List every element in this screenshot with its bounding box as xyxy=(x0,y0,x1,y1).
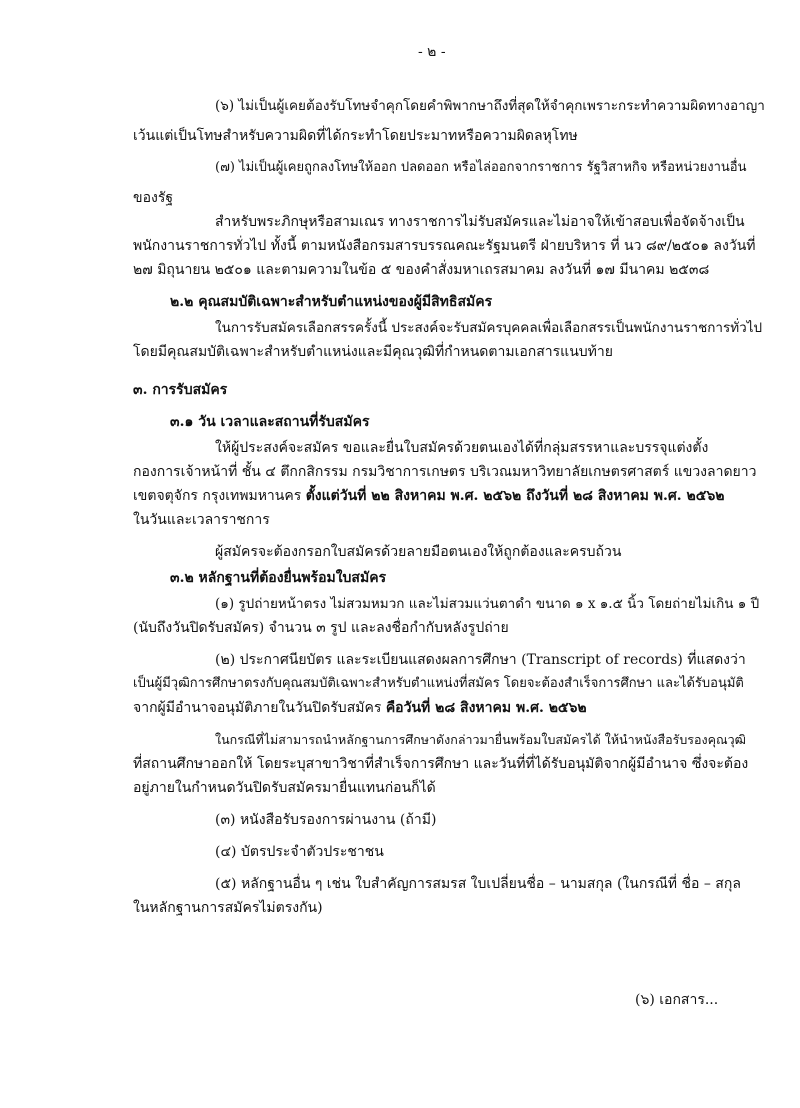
section-3-1-line-4: ในวันและเวลาราชการ xyxy=(133,512,270,528)
item-3: (๓) หนังสือรับรองการผ่านงาน (ถ้ามี) xyxy=(215,812,437,828)
note-line-2: ที่สถานศึกษาออกให้ โดยระบุสาขาวิชาที่สำเร็จการศึกษา และวันที่ที่ได้รับอนุมัติจากผู้มีอำนาจ ซึ่งจะต้อง xyxy=(133,756,749,772)
monk-paragraph-line-3: ๒๗ มิถุนายน ๒๕๐๑ และตามความในข้อ ๕ ของคำสั่งมหาเถรสมาคม ลงวันที่ ๑๗ มีนาคม ๒๕๓๘ xyxy=(133,262,710,278)
section-3-heading: ๓. การรับสมัคร xyxy=(133,382,228,398)
note-line-3: อยู่ภายในกำหนดวันปิดรับสมัครมายื่นแทนก่อนก็ได้ xyxy=(133,780,436,796)
item-1-line-1: (๑) รูปถ่ายหน้าตรง ไม่สวมหมวก และไม่สวมแว่นตาดำ ขนาด ๑ x ๑.๕ นิ้ว โดยถ่ายไม่เกิน ๑ ปี xyxy=(215,596,760,612)
section-3-1-line-3 xyxy=(133,486,724,506)
section-2-2-line-1: ในการรับสมัครเลือกสรรครั้งนี้ ประสงค์จะรับสมัครบุคคลเพื่อเลือกสรรเป็นพนักงานราชการทั่วไป xyxy=(215,320,763,336)
note-line-1: ในกรณีที่ไม่สามารถนำหลักฐานการศึกษาดังกล่าวมายื่นพร้อมใบสมัครได้ ให้นำหนังสือรับรองคุณวุฒิ xyxy=(215,732,746,747)
item-2-line-2: เป็นผู้มีวุฒิการศึกษาตรงกับคุณสมบัติเฉพาะสำหรับตำแหน่งที่สมัคร โดยจะต้องสำเร็จการศึกษา และได้รับอนุมัติ xyxy=(133,676,744,691)
section-3-1-line-2: กองการเจ้าหน้าที่ ชั้น ๔ ตึกกสิกรรม กรมวิชาการเกษตร บริเวณมหาวิทยาลัยเกษตรศาสตร์ แขวงลาดยาว xyxy=(133,464,757,480)
section-3-1-line-1: ให้ผู้ประสงค์จะสมัคร ขอและยื่นใบสมัครด้วยตนเองได้ที่กลุ่มสรรหาและบรรจุแต่งตั้ง xyxy=(215,440,709,456)
approval-text: จากผู้มีอำนาจอนุมัติภายในวันปิดรับสมัคร xyxy=(133,700,382,716)
continuation-marker: (๖) เอกสาร... xyxy=(635,992,719,1008)
section-3-1-heading: ๓.๑ วัน เวลาและสถานที่รับสมัคร xyxy=(170,414,370,430)
item-1-line-2: (นับถึงวันปิดรับสมัคร) จำนวน ๓ รูป และลงชื่อกำกับหลังรูปถ่าย xyxy=(133,620,509,636)
item-5-line-1: (๕) หลักฐานอื่น ๆ เช่น ใบสำคัญการสมรส ใบเปลี่ยนชื่อ – นามสกุล (ในกรณีที่ ชื่อ – สกุล xyxy=(215,876,741,892)
location-district: เขตจตุจักร กรุงเทพมหานคร xyxy=(133,488,302,504)
item-7-line-1: (๗) ไม่เป็นผู้เคยถูกลงโทษให้ออก ปลดออก หรือไล่ออกจากราชการ รัฐวิสาหกิจ หรือหน่วยงานอื่น xyxy=(215,160,747,175)
section-2-2-line-2: โดยมีคุณสมบัติเฉพาะสำหรับตำแหน่งและมีคุณวุฒิที่กำหนดตามเอกสารแนบท้าย xyxy=(133,344,613,360)
item-5-line-2: ในหลักฐานการสมัครไม่ตรงกัน) xyxy=(133,900,323,916)
item-2-line-3 xyxy=(133,698,587,718)
section-2-2-heading: ๒.๒ คุณสมบัติเฉพาะสำหรับตำแหน่งของผู้มีสิทธิสมัคร xyxy=(170,294,493,310)
monk-paragraph-line-1: สำหรับพระภิกษุหรือสามเณร ทางราชการไม่รับสมัครและไม่อาจให้เข้าสอบเพื่อจัดจ้างเป็น xyxy=(215,214,745,230)
monk-paragraph-line-2: พนักงานราชการทั่วไป ทั้งนี้ ตามหนังสือกรมสารบรรณคณะรัฐมนตรี ฝ่ายบริหาร ที่ นว ๘๙/๒๕๐๑ ลงวันที่ xyxy=(133,238,756,254)
section-3-1-line-5: ผู้สมัครจะต้องกรอกใบสมัครด้วยลายมือตนเองให้ถูกต้องและครบถ้วน xyxy=(215,544,622,560)
item-4: (๔) บัตรประจำตัวประชาชน xyxy=(215,844,384,860)
item-7-line-2: ของรัฐ xyxy=(133,190,174,206)
page-number: - ๒ - xyxy=(418,44,446,60)
item-6-line-2: เว้นแต่เป็นโทษสำหรับความผิดที่ได้กระทำโดยประมาทหรือความผิดลหุโทษ xyxy=(133,128,578,144)
closing-date: คือวันที่ ๒๘ สิงหาคม พ.ศ. ๒๕๖๒ xyxy=(385,700,587,716)
item-6-line-1: (๖) ไม่เป็นผู้เคยต้องรับโทษจำคุกโดยคำพิพากษาถึงที่สุดให้จำคุกเพราะกระทำความผิดทางอาญา xyxy=(215,98,765,114)
application-period: ตั้งแต่วันที่ ๒๒ สิงหาคม พ.ศ. ๒๕๖๒ ถึงวันที่ ๒๘ สิงหาคม พ.ศ. ๒๕๖๒ xyxy=(305,488,725,504)
item-2-line-1: (๒) ประกาศนียบัตร และระเบียนแสดงผลการศึกษา (Transcript of records) ที่แสดงว่า xyxy=(215,652,746,668)
section-3-2-heading: ๓.๒ หลักฐานที่ต้องยื่นพร้อมใบสมัคร xyxy=(170,570,387,586)
